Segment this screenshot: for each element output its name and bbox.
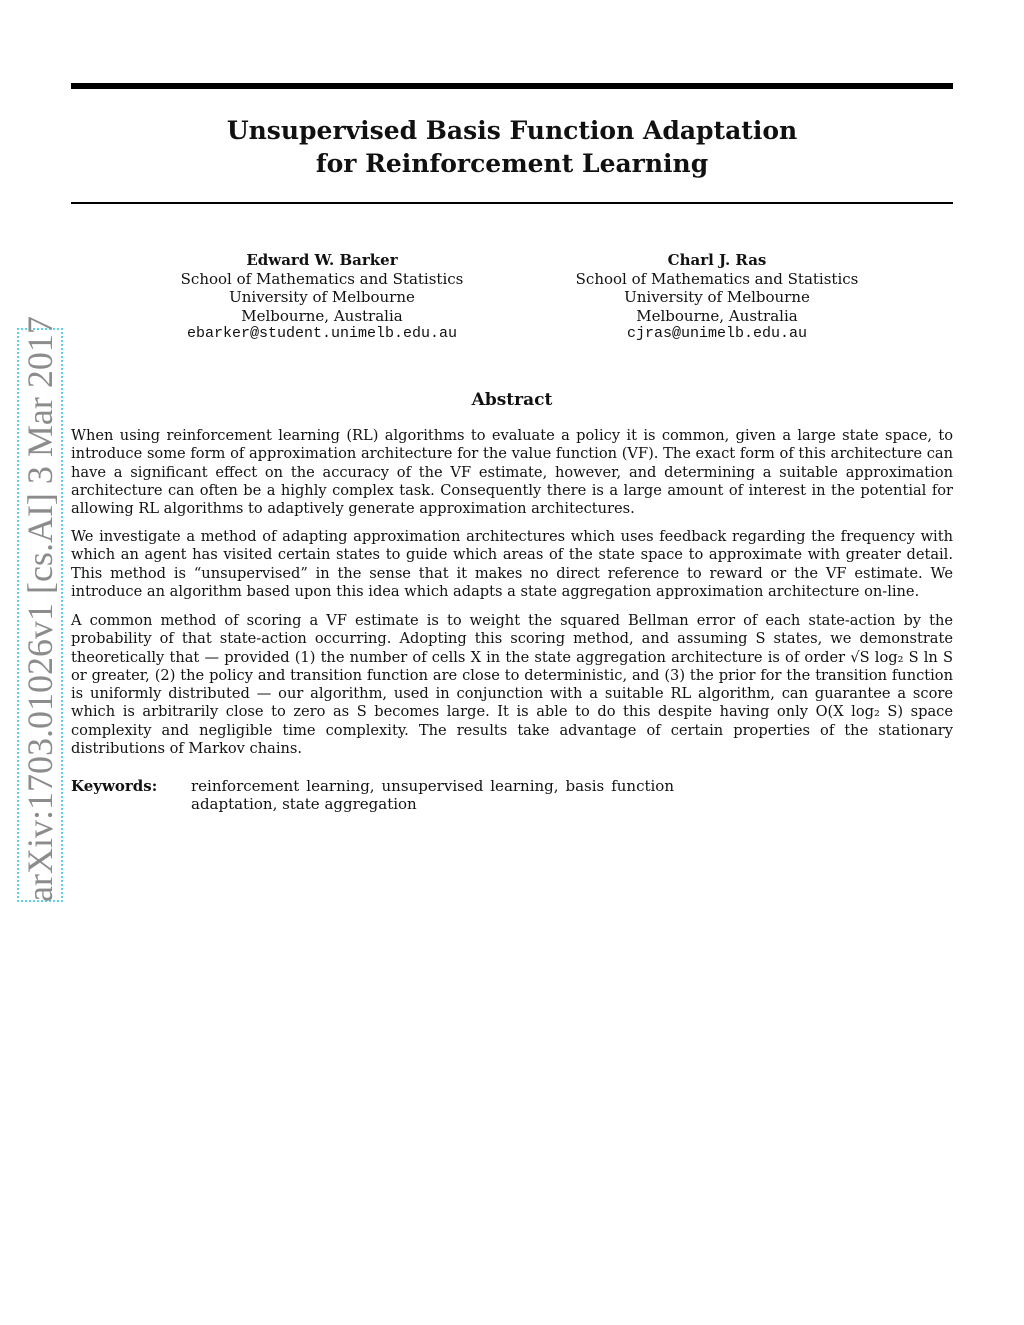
keywords-list: reinforcement learning, unsupervised learning, basis function adaptation, state aggregation xyxy=(191,777,674,814)
author-name: Edward W. Barker xyxy=(246,251,398,269)
title-bottom-rule xyxy=(71,202,953,204)
abstract-paragraph-3: A common method of scoring a VF estimate is to weight the squared Bellman error of each state-action by the probability of that state-action occurring. Adopting this scoring method, and assuming S states, we demonstrate theoretically that — provided (1) the number of cells X in the state aggregation architecture is of order √S log₂ S ln S or greater, (2) the policy and transition function are close to deterministic, and (3) the prior for the transition function is uniformly distributed — our algorithm, used in conjunction with a suitable RL algorithm, can guarantee a score which is arbitrarily close to zero as S becomes large. It is able to do this despite having only O(X log₂ S) space complexity and negligible time complexity. The results take advantage of certain properties of the stationary distributions of Markov chains. xyxy=(71,612,953,758)
author-email[interactable]: ebarker@student.unimelb.edu.au xyxy=(186,325,458,342)
author-affiliation: School of Mathematics and Statistics xyxy=(575,269,859,288)
author-affiliation: School of Mathematics and Statistics xyxy=(180,269,464,288)
author-institution: University of Melbourne xyxy=(624,288,810,306)
author-email[interactable]: cjras@unimelb.edu.au xyxy=(626,325,808,342)
abstract-paragraph-2: We investigate a method of adapting approximation architectures which uses feedback regarding the frequency with which an agent has visited certain states to guide which areas of the state space to approximate with greater detail. This method is “unsupervised” in the sense that it makes no direct reference to reward or the VF estimate. We introduce an algorithm based upon this idea which adapts a state aggregation approximation architecture on-line. xyxy=(71,528,953,600)
author-name: Charl J. Ras xyxy=(667,251,767,269)
title-line-2: for Reinforcement Learning xyxy=(315,149,709,178)
author-institution: University of Melbourne xyxy=(229,288,415,306)
paper-title xyxy=(71,114,953,180)
author-block-1 xyxy=(142,251,502,344)
author-location: Melbourne, Australia xyxy=(241,306,403,325)
author-block-2 xyxy=(537,251,897,344)
arxiv-stamp-text[interactable]: arXiv:1703.01026v1 [cs.AI] 3 Mar 2017 xyxy=(20,316,60,902)
keywords-label: Keywords: xyxy=(71,777,158,795)
author-location: Melbourne, Australia xyxy=(636,306,798,325)
abstract-heading: Abstract xyxy=(471,390,553,410)
title-line-1: Unsupervised Basis Function Adaptation xyxy=(226,116,798,145)
title-top-rule xyxy=(71,83,953,89)
abstract-paragraph-1: When using reinforcement learning (RL) algorithms to evaluate a policy it is common, given a large state space, to introduce some form of approximation architecture for the value function (VF). The exact form of this architecture can have a significant effect on the accuracy of the VF estimate, however, and determining a suitable approximation architecture can often be a highly complex task. Consequently there is a large amount of interest in the potential for allowing RL algorithms to adaptively generate approximation architectures. xyxy=(71,427,953,518)
